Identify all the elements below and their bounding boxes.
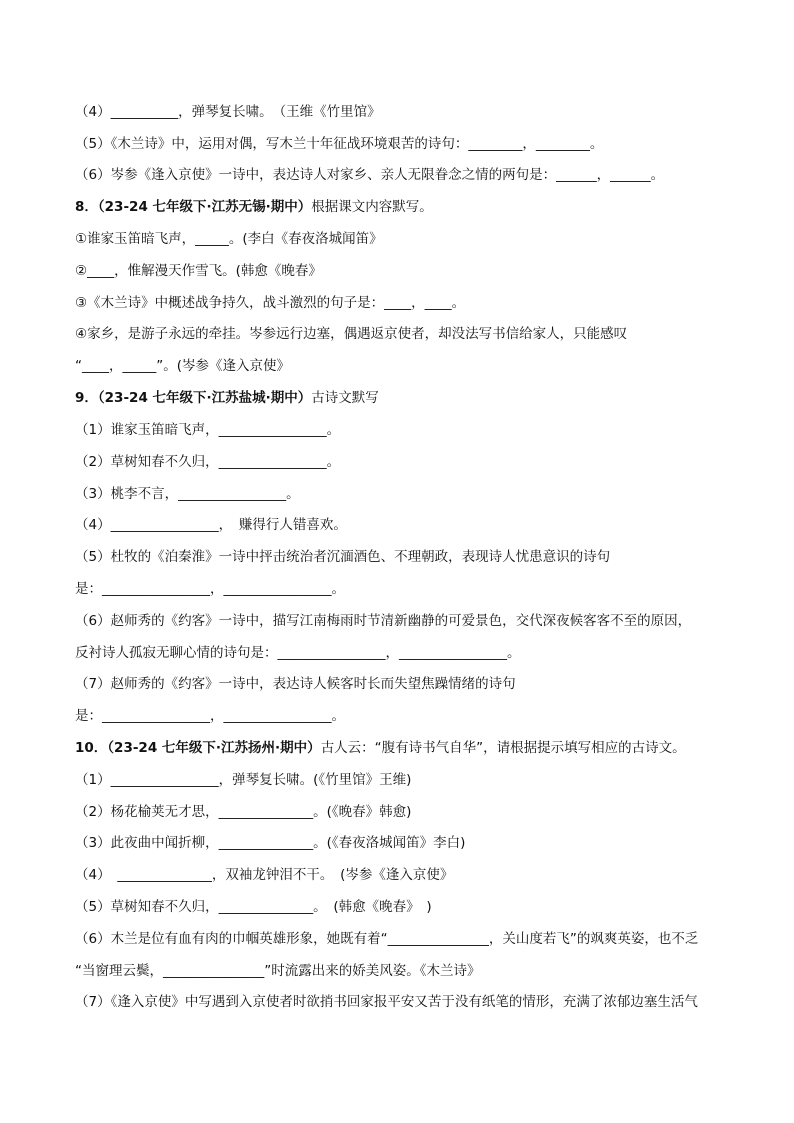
question-8-item-4-cont: “____，_____”。(岑参《逢入京使》 (75, 358, 291, 374)
question-9-item-4: （4）________________， 赚得行人错喜欢。 (75, 517, 347, 533)
question-7-item-4: （4）__________，弹琴复长啸。 （王维《竹里馆》 (75, 104, 381, 120)
question-source: （23-24 七年级下·江苏无锡·期中） (97, 199, 312, 215)
question-10-item-1: （1）________________，弹琴复长啸。(《竹里馆》王维) (75, 772, 412, 788)
question-number: 9． (75, 390, 98, 406)
question-source: （23-24 七年级下·江苏盐城·期中） (97, 390, 312, 406)
question-9-item-3: （3）桃李不言，________________。 (75, 486, 300, 502)
question-8-item-1: ①谁家玉笛暗飞声，_____。(李白《春夜洛城闻笛》 (75, 231, 383, 247)
question-7-item-6: （6）岑参《逢入京使》一诗中，表达诗人对家乡、亲人无限眷念之情的两句是：______，______。 (75, 167, 665, 183)
question-9-item-6: （6）赵师秀的《约客》一诗中，描写江南梅雨时节清新幽静的可爱景色，交代深夜候客客不至的原因， (75, 613, 692, 629)
question-9-item-6-cont: 反衬诗人孤寂无聊心情的诗句是：________________，________________。 (75, 645, 521, 661)
question-source: （23-24 七年级下·江苏扬州·期中） (107, 740, 321, 756)
question-10-item-7: （7）《逢入京使》中写遇到入京使者时欲捎书回家报平安又苦于没有纸笔的情形，充满了浓郁边塞生活气 (75, 994, 698, 1010)
question-9-header (75, 388, 732, 408)
question-prompt: 根据课文内容默写。 (311, 199, 433, 215)
question-prompt: 古人云：“腹有诗书气自华”，请根据提示填写相应的古诗文。 (320, 740, 686, 756)
question-9-item-7: （7）赵师秀的《约客》一诗中，表达诗人候客时长而失望焦躁情绪的诗句 (75, 676, 516, 692)
question-9-item-7-cont: 是：________________，________________。 (75, 708, 345, 724)
question-10-item-6: （6）木兰是位有血有肉的巾帼英雄形象，她既有着“_______________，关山度若飞”的飒爽英姿，也不乏 (75, 931, 699, 947)
question-10-item-5: （5）草树知春不久归，______________。 (韩愈《晚春》 ) (75, 899, 432, 915)
question-9-item-5: （5）杜牧的《泊秦淮》一诗中抨击统治者沉湎酒色、不理朝政，表现诗人忧患意识的诗句 (75, 549, 611, 565)
question-10-item-4: （4） ______________，双袖龙钟泪不干。 (岑参《逢入京使》 (75, 867, 454, 883)
question-7-item-5: （5）《木兰诗》中，运用对偶，写木兰十年征战环境艰苦的诗句：________，________。 (75, 136, 604, 152)
question-9-item-2: （2）草树知春不久归，________________。 (75, 454, 341, 470)
question-number: 10． (75, 740, 108, 756)
question-9-item-1: （1）谁家玉笛暗飞声，________________。 (75, 422, 341, 438)
question-number: 8． (75, 199, 98, 215)
question-8-header (75, 197, 732, 217)
question-8-item-4: ④家乡，是游子永远的牵挂。岑参远行边塞，偶遇返京使者，却没法写书信给家人，只能感叹 (75, 326, 628, 342)
question-8-item-2: ②____，惟解漫天作雪飞。(韩愈《晚春》 (75, 263, 322, 279)
question-10-item-6-cont: “当窗理云鬓，_______________”时流露出来的娇美风姿。《木兰诗》 (75, 963, 481, 979)
question-prompt: 古诗文默写 (311, 390, 379, 406)
question-10-item-2: （2）杨花榆荚无才思，______________。(《晚春》韩愈) (75, 804, 412, 820)
question-9-item-5-cont: 是：________________，________________。 (75, 581, 345, 597)
question-10-item-3: （3）此夜曲中闻折柳，______________。(《春夜洛城闻笛》李白) (75, 835, 466, 851)
question-10-header (75, 738, 732, 758)
question-8-item-3: ③《木兰诗》中概述战争持久，战斗激烈的句子是：____，____。 (75, 295, 466, 311)
